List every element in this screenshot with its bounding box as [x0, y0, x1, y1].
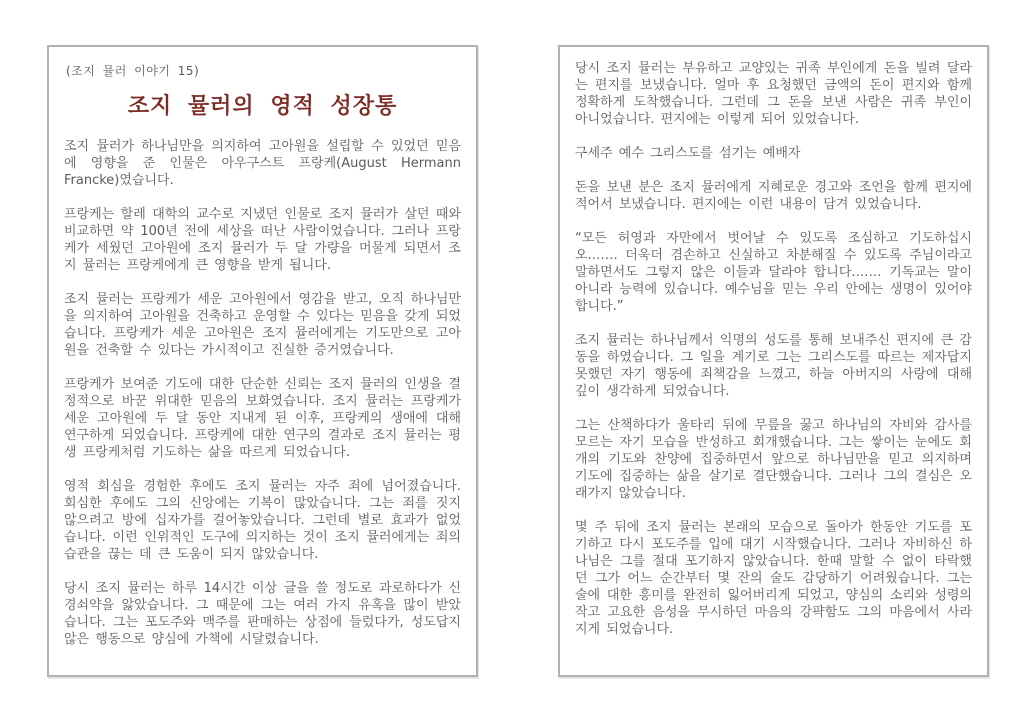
letter-salutation: 구세주 예수 그리스도를 섬기는 예배자 [575, 146, 801, 161]
paragraph: 조지 뮬러는 하나님께서 익명의 성도를 통해 보내주신 편지에 큰 감동을 하였습니다. 그 일을 계기로 그는 그리스도를 따르는 제자답지 못했던 자기 행동에 죄책감을 느꼈고, 하늘 아버지의 사랑에 대해 깊이 생각하게 되었습니다. [575, 333, 972, 399]
paragraph: 몇 주 뒤에 조지 뮬러는 본래의 모습으로 돌아가 한동안 기도를 포기하고 다시 포도주를 입에 대기 시작했습니다. 그러나 자비하신 하나님은 그를 절대 포기하지 않았습니다. 한때 말할 수 없이 타락했던 그가 어느 순간부터 몇 잔의 술도 감당하기 어려웠습니다. 그는 술에 대한 흥미를 완전히 잃어버리게 되었고, 양심의 소리와 성령의 작고 고요한 음성을 무시하던 마음의 강퍅함도 그의 마음에서 사라지게 되었습니다. [575, 520, 972, 637]
paragraph: 영적 회심을 경험한 후에도 조지 뮬러는 자주 죄에 넘어졌습니다. 회심한 후에도 그의 신앙에는 기복이 많았습니다. 그는 죄를 짓지 않으려고 방에 십자가를 걸어놓았습니다. 그런데 별로 효과가 없었습니다. 이런 인위적인 도구에 의지하는 것이 조지 뮬러에게는 죄의 습관을 끊는 데 큰 도움이 되지 않았습니다. [64, 479, 461, 562]
paragraph: 돈을 보낸 분은 조지 뮬러에게 지혜로운 경고와 조언을 함께 편지에 적어서 보냈습니다. 편지에는 이런 내용이 담겨 있었습니다. [575, 180, 972, 212]
paragraph: 당시 조지 뮬러는 부유하고 교양있는 귀족 부인에게 돈을 빌려 달라는 편지를 보냈습니다. 얼마 후 요청했던 금액의 돈이 편지와 함께 정확하게 도착했습니다. 그런데 그 돈을 보낸 사람은 귀족 부인이 아니었습니다. 편지에는 이렇게 되어 있었습니다. [575, 61, 972, 127]
letter-quote: “모든 허영과 자만에서 벗어날 수 있도록 조심하고 기도하십시오.…… 더욱더 겸손하고 신실하고 차분해질 수 있도록 주님이라고 말하면서도 그렇지 않은 이들과 달라야 합니다.…… 기독교는 말이 아니라 능력에 있습니다. 예수님을 믿는 우리 안에는 생명이 있어야 합니다.” [575, 231, 972, 314]
page-right [558, 45, 989, 677]
series-note: (조지 뮬러 이야기 15) [66, 64, 200, 78]
paragraph: 그는 산책하다가 울타리 뒤에 무릎을 꿇고 하나님의 자비와 감사를 모르는 자기 모습을 반성하고 회개했습니다. 그는 쌓이는 눈에도 회개의 기도와 찬양에 집중하면서 앞으로 하나님만을 믿고 의지하며 기도에 집중하는 삶을 살기로 결단했습니다. 그러나 그의 결심은 오래가지 않았습니다. [575, 418, 972, 501]
paragraph: 프랑케가 보여준 기도에 대한 단순한 신뢰는 조지 뮬러의 인생을 결정적으로 바꾼 위대한 믿음의 보화였습니다. 조지 뮬러는 프랑케가 세운 고아원에 두 달 동안 지내게 된 이후, 프랑케의 생애에 대해 연구하게 되었습니다. 프랑케에 대한 연구의 결과로 조지 뮬러는 평생 프랑케처럼 기도하는 삶을 따르게 되었습니다. [64, 377, 461, 460]
paragraph: 프랑케는 할레 대학의 교수로 지냈던 인물로 조지 뮬러가 살던 때와 비교하면 약 100년 전에 세상을 떠난 사람이었습니다. 그러나 프랑케가 세웠던 고아원에 조지 뮬러가 두 달 가량을 머물게 되면서 조지 뮬러는 프랑케에게 큰 영향을 받게 됩니다. [64, 207, 461, 273]
paragraph: 조지 뮬러는 프랑케가 세운 고아원에서 영감을 받고, 오직 하나님만을 의지하여 고아원을 건축하고 운영할 수 있다는 믿음을 갖게 되었습니다. 프랑케가 세운 고아원은 조지 뮬러에게는 기도만으로 고아원을 건축할 수 있다는 가시적이고 진실한 증거였습니다. [64, 292, 461, 358]
page-left [47, 45, 478, 677]
page-title: 조지 뮬러의 영적 성장통 [127, 94, 398, 119]
paragraph: 조지 뮬러가 하나님만을 의지하여 고아원을 설립할 수 있었던 믿음에 영향을 준 인물은 아우구스트 프랑케(August Hermann Francke)였습니다. [64, 139, 461, 188]
paragraph: 당시 조지 뮬러는 하루 14시간 이상 글을 쓸 정도로 과로하다가 신경쇠약을 앓았습니다. 그 때문에 그는 여러 가지 유혹을 많이 받았습니다. 그는 포도주와 맥주를 판매하는 상점에 들렀다가, 성도답지 않은 행동으로 양심에 가책에 시달렸습니다. [64, 581, 461, 647]
